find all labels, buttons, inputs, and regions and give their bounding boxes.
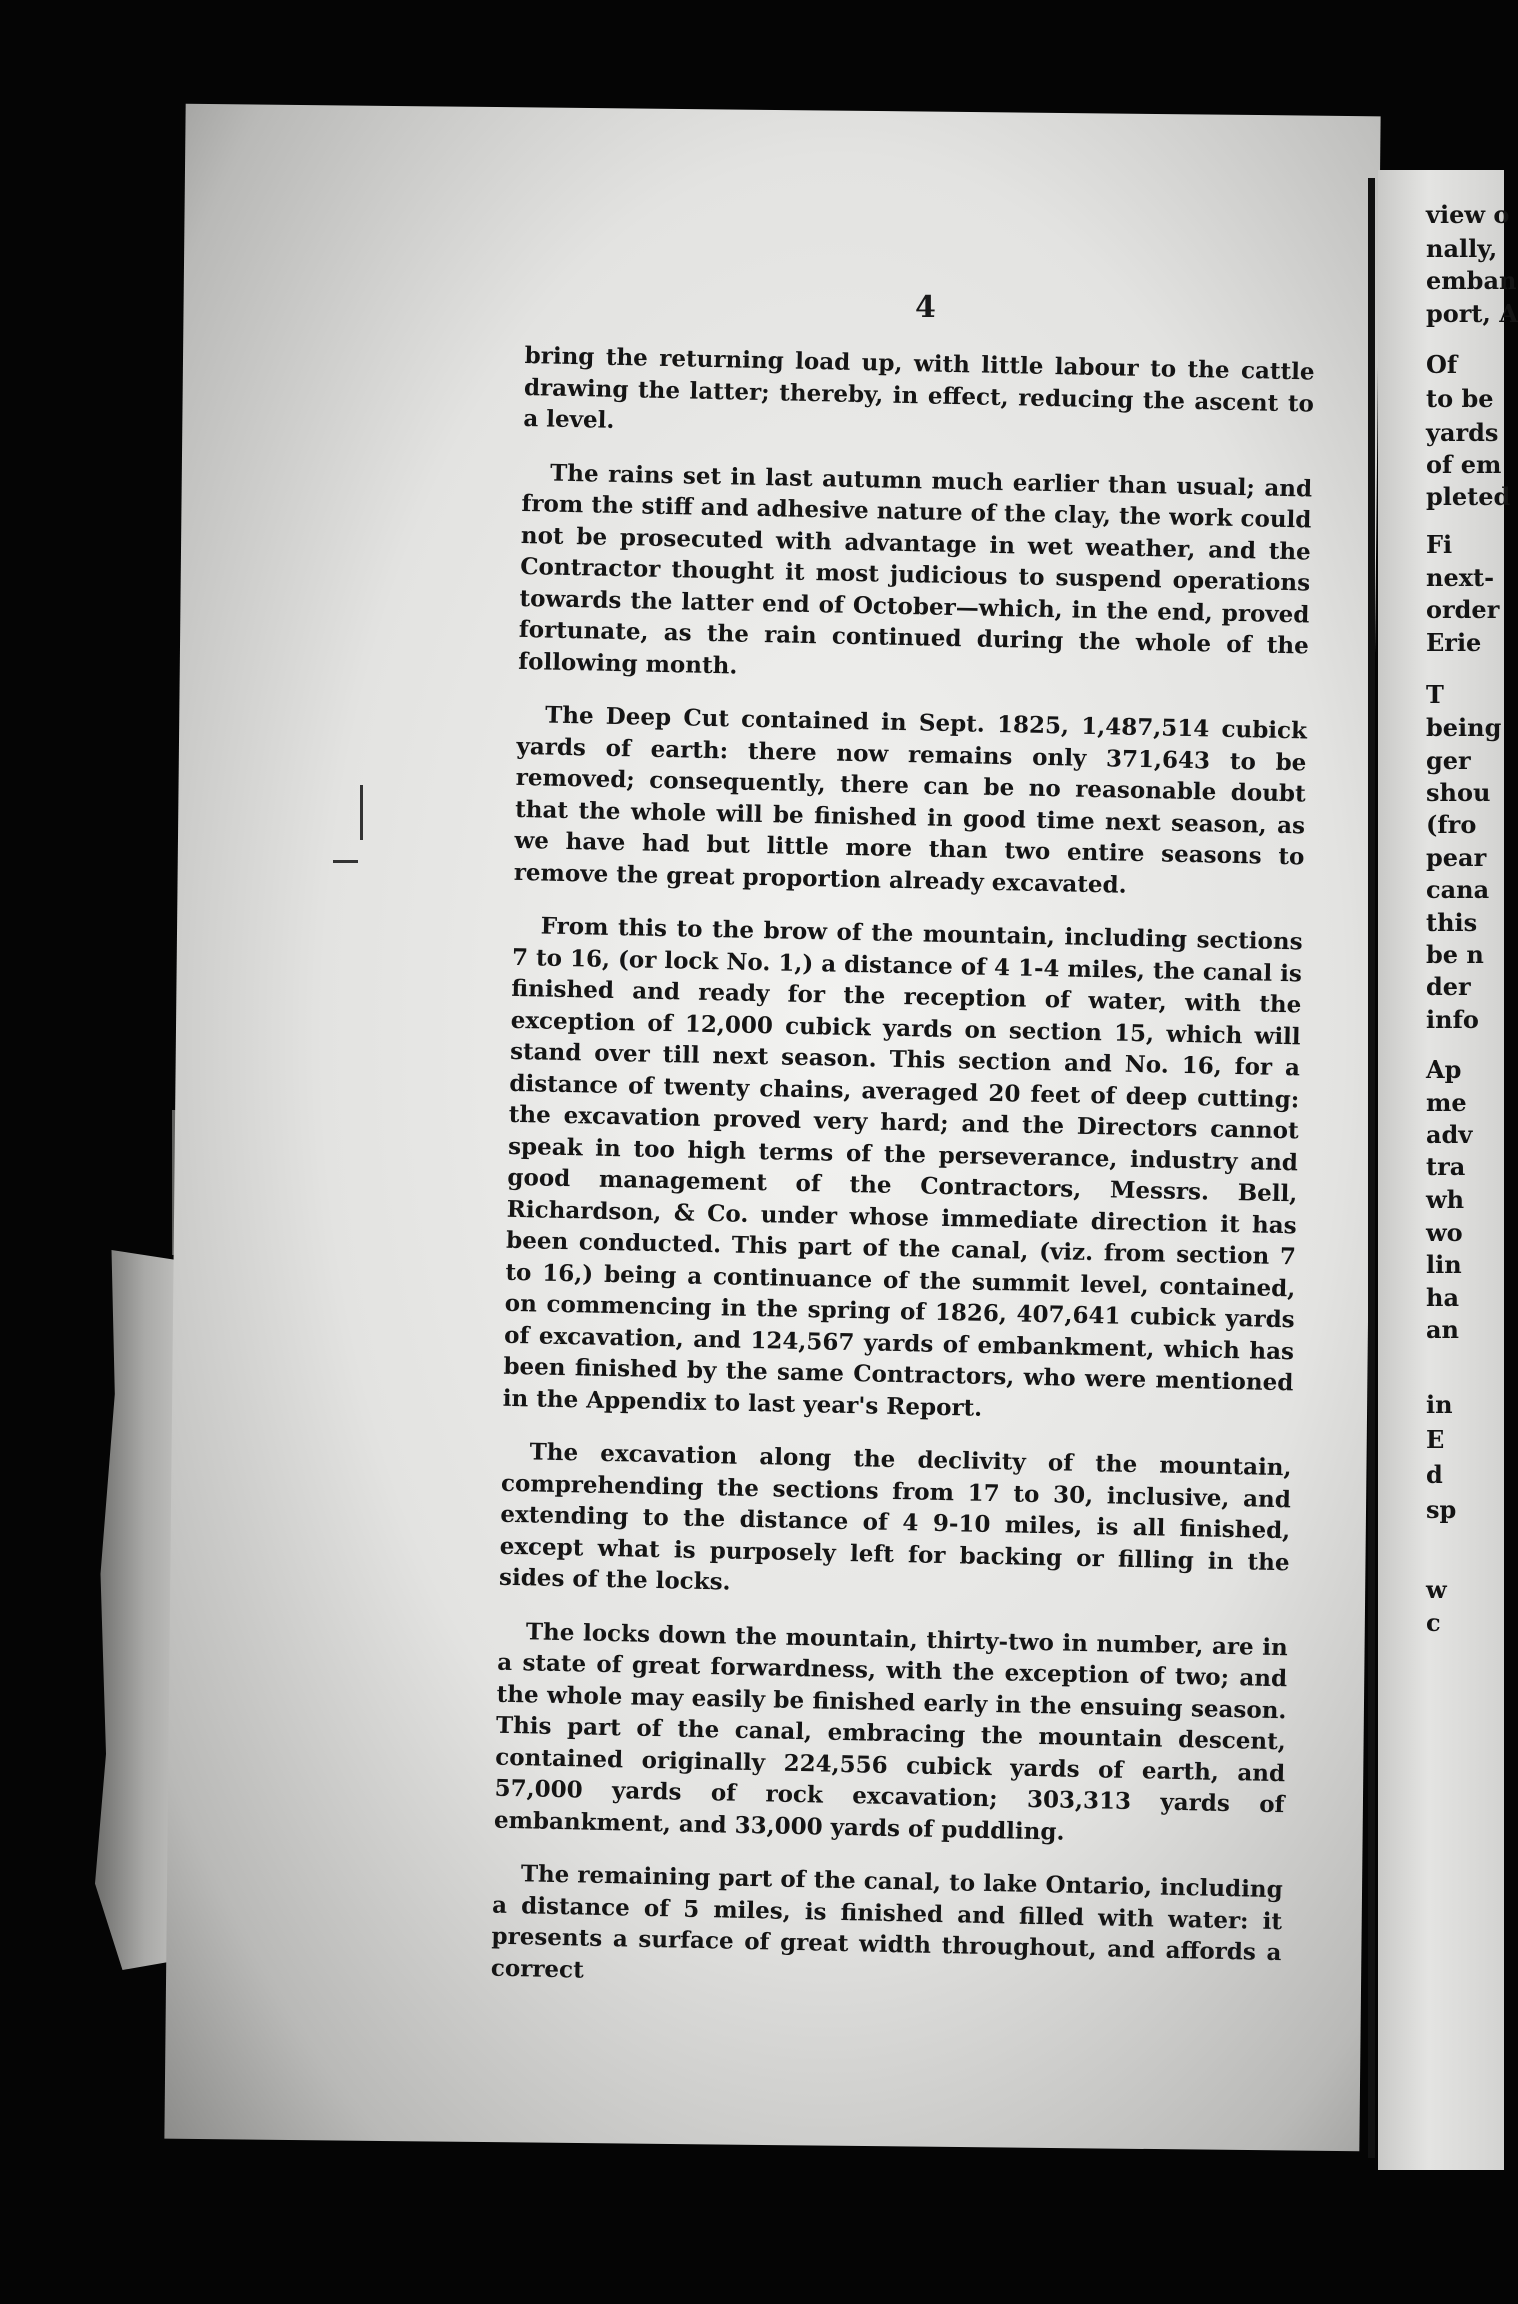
paragraph-3: The Deep Cut contained in Sept. 1825, 1,487,514 cubick yards of earth: there now remains only 371,643 to be removed; consequently, there can be no reasonable doubt that the whole will be finished in good time next season, as we have had but little more than two entire seasons to remove the great proportion already excavated. — [513, 701, 1308, 899]
facing-page-fragment: Of — [1426, 350, 1458, 379]
facing-page-fragment: be n — [1426, 940, 1484, 969]
facing-page-fragment: wh — [1426, 1185, 1465, 1214]
facing-page-fragment: wo — [1426, 1218, 1463, 1247]
facing-page-fragment: tra — [1426, 1152, 1466, 1181]
facing-page-fragment: Erie — [1426, 628, 1482, 657]
facing-page-fragment: der — [1426, 972, 1471, 1001]
body-text — [490, 340, 1315, 2022]
facing-page-fragment: to be — [1426, 384, 1494, 413]
paragraph-4: From this to the brow of the mountain, including sections 7 to 16, (or lock No. 1,) a distance of 4 1-4 miles, the canal is finished and ready for the reception of water, with the exception of 12,000 cubick yards on section 15, which will stand over till next season. This section and No. 16, for a distance of twenty chains, averaged 20 feet of deep cutting: the excavation proved very hard; and the Directors cannot speak in too high terms of the perseverance, industry and good management of the Contractors, Messrs. Bell, Richardson, & Co. under whose immediate direction it has been conducted. This part of the canal, (viz. from section 7 to 16,) being a continuance of the summit level, contained, on commencing in the spring of 1826, 407,641 cubick yards of excavation, and 124,567 yards of embankment, which has been finished by the same Contractors, who were mentioned in the Appendix to last year's Report. — [502, 912, 1303, 1422]
paragraph-1: bring the returning load up, with little labour to the cattle drawing the latter; thereby, in effect, reducing the ascent to a level. — [523, 341, 1315, 434]
facing-page-fragment: pear — [1426, 843, 1487, 872]
paragraph-5: The excavation along the declivity of the mountain, comprehending the sections from 17 to 30, inclusive, and extending to the distance of 4 9-10 miles, is all finished, except what is purposely left for backing or filling in the sides of the locks. — [498, 1438, 1292, 1596]
facing-page-fragment: info — [1426, 1005, 1479, 1034]
facing-page-fragment: adv — [1426, 1120, 1473, 1149]
facing-page-fragment: d — [1426, 1460, 1443, 1489]
facing-page-fragment: Fi — [1426, 530, 1453, 559]
facing-page-fragment: E — [1426, 1425, 1445, 1454]
facing-page-fragment: yards — [1426, 418, 1499, 447]
facing-page-fragment: an — [1426, 1315, 1459, 1344]
facing-page-fragment: (fro — [1426, 810, 1477, 839]
margin-mark — [333, 860, 358, 863]
facing-page-fragment: ger — [1426, 746, 1471, 775]
page-number: 4 — [915, 290, 936, 325]
paragraph-6: The locks down the mountain, thirty-two in number, are in a state of great forwardness, with the exception of two; and the whole may easily be finished early in the ensuing season. This part of the canal, embracing the mountain descent, contained originally 224,556 cubick yards of earth, and 57,000 yards of rock excavation; 303,313 yards of embankment, and 33,000 yards of puddling. — [493, 1617, 1289, 1846]
paragraph-2: The rains set in last autumn much earlier than usual; and from the stiff and adhesive nature of the clay, the work could not be prosecuted with advantage in wet weather, and the Contractor thought it most judicious to suspend operations towards the latter end of October—which, in the end, proved fortunate, as the rain continued during the whole of the following month. — [517, 459, 1313, 680]
facing-page-fragment: order — [1426, 595, 1500, 624]
facing-page-fragment: of em — [1426, 450, 1502, 479]
facing-page-fragment: being — [1426, 713, 1502, 742]
facing-page-fragment: c — [1426, 1608, 1441, 1637]
facing-page-fragment: this — [1426, 908, 1478, 937]
facing-page — [1378, 170, 1518, 2170]
facing-page-fragment: cana — [1426, 875, 1490, 904]
facing-page-fragment: ha — [1426, 1283, 1459, 1312]
facing-page-fragment: shou — [1426, 778, 1491, 807]
facing-page-fragment: view o — [1426, 200, 1510, 229]
facing-page-fragment: port, A — [1426, 299, 1518, 328]
facing-page-fragment: T — [1426, 680, 1444, 709]
book-gutter — [1368, 178, 1375, 2158]
facing-page-fragment: in — [1426, 1390, 1453, 1419]
facing-page-fragment: me — [1426, 1088, 1467, 1117]
facing-page-fragment: lin — [1426, 1250, 1462, 1279]
facing-page-fragment: nally, — [1426, 234, 1498, 263]
margin-mark — [360, 785, 363, 840]
paragraph-7: The remaining part of the canal, to lake Ontario, including a distance of 5 miles, is finished and filled with water: it presents a surface of great width throughout, and affords a correct — [490, 1860, 1283, 1984]
facing-page-fragment: pleted — [1426, 482, 1511, 511]
facing-page-fragment: w — [1426, 1575, 1447, 1604]
facing-page-fragment: next- — [1426, 563, 1495, 592]
facing-page-fragment: sp — [1426, 1495, 1457, 1524]
facing-page-fragment: Ap — [1426, 1055, 1462, 1084]
facing-page-fragment: emban — [1426, 266, 1517, 295]
